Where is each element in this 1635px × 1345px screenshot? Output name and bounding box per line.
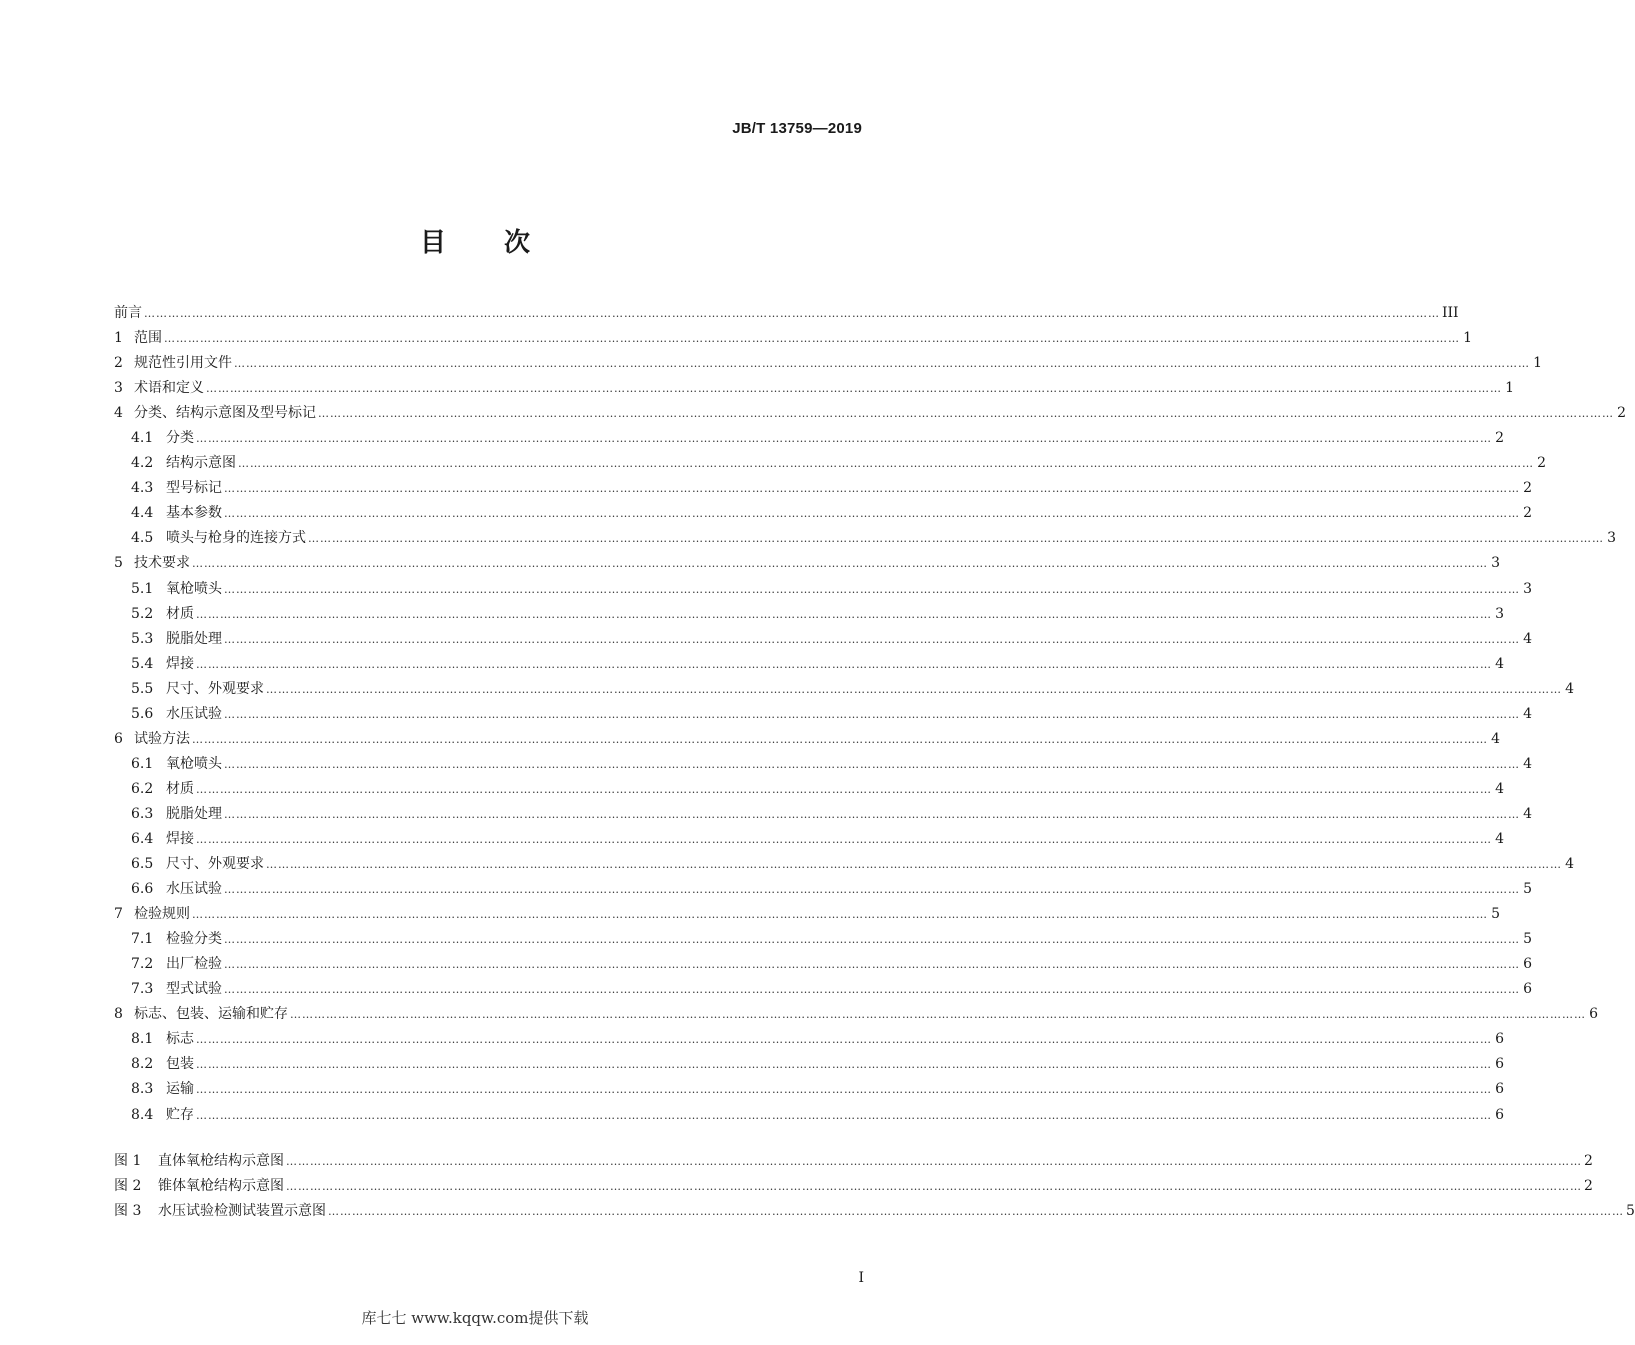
toc-entry[interactable] [114, 902, 1500, 927]
toc-entry-title: 氧枪喷头 [166, 755, 222, 772]
toc-entry[interactable] [114, 351, 1542, 376]
toc-entry-number: 6.4 [131, 830, 154, 847]
toc-entry-number: 4 [114, 405, 123, 422]
toc-entry[interactable] [114, 1027, 1504, 1052]
toc-leader-dots: ……………………………………………………………………………………………………………………………………………………………………………………………………………………………………………………………………………………………… [196, 1033, 1492, 1047]
toc-entry-title: 分类 [166, 430, 194, 447]
figure-entry[interactable] [114, 1199, 1635, 1224]
toc-leader-dots: ……………………………………………………………………………………………………………………………………………………………………………………………………………………………………………………………………………………………… [224, 707, 1520, 721]
toc-leader-dots: ……………………………………………………………………………………………………………………………………………………………………………………………………………………………………………………………………………………………… [318, 407, 1614, 421]
toc-leader-dots: ……………………………………………………………………………………………………………………………………………………………………………………………………………………………………………………………………………………………… [266, 682, 1562, 696]
toc-entry-title: 水压试验 [166, 705, 222, 722]
toc-entry-page: 2 [1523, 480, 1532, 497]
toc-entry-number: 5.6 [131, 705, 154, 722]
toc-entry-title: 型号标记 [166, 480, 222, 497]
toc-leader-dots: ……………………………………………………………………………………………………………………………………………………………………………………………………………………………………………………………………………………………… [234, 357, 1530, 371]
toc-entry[interactable] [114, 476, 1532, 501]
toc-entry-title: 焊接 [166, 830, 194, 847]
toc-entry-page: 4 [1491, 730, 1500, 747]
toc-entry-title: 范围 [134, 330, 162, 347]
toc-entry-title: 型式试验 [166, 981, 222, 998]
toc-entry-number: 6.2 [131, 780, 154, 797]
toc-entry-page: 6 [1495, 1106, 1504, 1123]
toc-entry[interactable] [114, 702, 1532, 727]
toc-entry-title: 标志、包装、运输和贮存 [134, 1006, 288, 1023]
toc-entry-number: 5.2 [131, 605, 154, 622]
toc-entry-page: 4 [1523, 630, 1532, 647]
figure-leader-dots: ……………………………………………………………………………………………………………………………………………………………………………………………………………………………………………………………………………………………… [286, 1155, 1582, 1168]
toc-entry[interactable] [114, 451, 1546, 476]
toc-entry-page: 2 [1523, 505, 1532, 522]
toc-entry-title: 分类、结构示意图及型号标记 [134, 405, 316, 422]
figure-entry-page: 5 [1626, 1203, 1635, 1220]
toc-entry-number: 4.3 [131, 480, 154, 497]
toc-entry-title: 尺寸、外观要求 [166, 856, 264, 873]
toc-entry-number: 4.2 [131, 455, 154, 472]
toc-leader-dots: ……………………………………………………………………………………………………………………………………………………………………………………………………………………………………………………………………………………………… [224, 807, 1520, 821]
toc-entry-title: 脱脂处理 [166, 630, 222, 647]
toc-entry[interactable] [114, 1077, 1504, 1102]
toc-entry[interactable] [114, 877, 1532, 902]
figure-entry-title: 直体氧枪结构示意图 [158, 1153, 284, 1169]
toc-entry-title: 运输 [166, 1081, 194, 1098]
toc-entry[interactable] [114, 977, 1532, 1002]
toc-entry-page: 6 [1589, 1006, 1598, 1023]
toc-leader-dots: ……………………………………………………………………………………………………………………………………………………………………………………………………………………………………………………………………………………………… [224, 632, 1520, 646]
toc-entry-title: 基本参数 [166, 505, 222, 522]
toc-entry-page: 5 [1523, 931, 1532, 948]
toc-entry-page: 4 [1565, 856, 1574, 873]
toc-entry-number: 5.5 [131, 680, 154, 697]
toc-entry-title: 氧枪喷头 [166, 580, 222, 597]
toc-entry-page: 4 [1495, 830, 1504, 847]
toc-entry-title: 前言 [114, 305, 142, 321]
toc-entry-title: 脱脂处理 [166, 805, 222, 822]
toc-entry-title: 贮存 [166, 1106, 194, 1123]
toc-entry[interactable] [114, 952, 1532, 977]
toc-entry-page: 6 [1495, 1081, 1504, 1098]
toc-entry[interactable] [114, 802, 1532, 827]
toc-entry-title: 尺寸、外观要求 [166, 680, 264, 697]
toc-entry-number: 6 [114, 730, 123, 747]
toc-entry-number: 3 [114, 380, 123, 397]
toc-entry-page: 3 [1495, 605, 1504, 622]
toc-leader-dots: ……………………………………………………………………………………………………………………………………………………………………………………………………………………………………………………………………………………………… [196, 607, 1492, 621]
toc-entry-number: 7 [114, 906, 123, 923]
toc-leader-dots: ……………………………………………………………………………………………………………………………………………………………………………………………………………………………………………………………………………………………… [192, 732, 1488, 746]
toc-entry-title: 规范性引用文件 [134, 355, 232, 372]
toc-entry-number: 8.1 [131, 1031, 154, 1048]
figure-entry-number: 图 2 [114, 1178, 142, 1195]
toc-entry-page: 1 [1505, 380, 1514, 397]
toc-leader-dots: ……………………………………………………………………………………………………………………………………………………………………………………………………………………………………………………………………………………………… [196, 782, 1492, 796]
toc-entry-title: 包装 [166, 1056, 194, 1073]
toc-entry[interactable] [114, 727, 1500, 752]
toc-entry-page: 4 [1495, 655, 1504, 672]
toc-entry-title: 材质 [166, 780, 194, 797]
toc-entry[interactable] [114, 602, 1504, 627]
toc-entry-number: 6.1 [131, 755, 154, 772]
toc-entry-page: 2 [1617, 405, 1626, 422]
toc-entry[interactable] [114, 401, 1626, 426]
toc-entry-page: 5 [1523, 881, 1532, 898]
toc-leader-dots: ……………………………………………………………………………………………………………………………………………………………………………………………………………………………………………………………………………………………… [196, 832, 1492, 846]
toc-entry-number: 8.2 [131, 1056, 154, 1073]
toc-entry[interactable] [114, 777, 1504, 802]
page-title [0, 222, 950, 259]
toc-leader-dots: ……………………………………………………………………………………………………………………………………………………………………………………………………………………………………………………………………………………………… [224, 983, 1520, 997]
toc-entry-page: 6 [1495, 1056, 1504, 1073]
toc-entry[interactable] [114, 526, 1616, 551]
toc-entry-number: 5.3 [131, 630, 154, 647]
download-footer: 库七七 www.kqqw.com提供下载 [361, 1309, 589, 1327]
toc-leader-dots: ……………………………………………………………………………………………………………………………………………………………………………………………………………………………………………………………………………………………… [144, 307, 1440, 320]
toc-leader-dots: ……………………………………………………………………………………………………………………………………………………………………………………………………………………………………………………………………………………………… [196, 657, 1492, 671]
toc-entry-page: 3 [1607, 530, 1616, 547]
toc-leader-dots: ……………………………………………………………………………………………………………………………………………………………………………………………………………………………………………………………………………………………… [224, 582, 1520, 596]
toc-entry[interactable] [114, 426, 1504, 451]
toc-entry-number: 4.5 [131, 530, 154, 547]
toc-leader-dots: ……………………………………………………………………………………………………………………………………………………………………………………………………………………………………………………………………………………………… [224, 757, 1520, 771]
toc-entry-page: 3 [1491, 555, 1500, 572]
toc-leader-dots: ……………………………………………………………………………………………………………………………………………………………………………………………………………………………………………………………………………………………… [206, 382, 1502, 396]
toc-leader-dots: ……………………………………………………………………………………………………………………………………………………………………………………………………………………………………………………………………………………………… [266, 858, 1562, 872]
toc-entry[interactable] [114, 376, 1514, 401]
title-part-2: 次 [504, 228, 531, 258]
toc-entry-page: 4 [1523, 755, 1532, 772]
toc-leader-dots: ……………………………………………………………………………………………………………………………………………………………………………………………………………………………………………………………………………………………… [196, 1058, 1492, 1072]
figure-entry-page: 2 [1584, 1153, 1593, 1169]
figure-entry-title: 锥体氧枪结构示意图 [158, 1178, 284, 1195]
toc-entry-page: 4 [1523, 705, 1532, 722]
toc-entry-page: 3 [1523, 580, 1532, 597]
toc-entry[interactable] [114, 677, 1574, 702]
toc-entry-number: 6.3 [131, 805, 154, 822]
figure-list [114, 1149, 1635, 1224]
toc-entry-title: 水压试验 [166, 881, 222, 898]
toc-entry-page: 4 [1495, 780, 1504, 797]
toc-entry-number: 7.1 [131, 931, 154, 948]
toc-entry-title: 标志 [166, 1031, 194, 1048]
toc-entry[interactable] [114, 752, 1532, 777]
toc-entry-number: 7.3 [131, 981, 154, 998]
toc-entry-number: 5 [114, 555, 123, 572]
toc-entry-page: 6 [1523, 981, 1532, 998]
toc-entry-page: 5 [1491, 906, 1500, 923]
toc-entry-title: 试验方法 [134, 730, 190, 747]
toc-entry-title: 检验分类 [166, 931, 222, 948]
toc-entry-number: 4.1 [131, 430, 154, 447]
figure-leader-dots: ……………………………………………………………………………………………………………………………………………………………………………………………………………………………………………………………………………………………… [286, 1180, 1582, 1194]
figure-leader-dots: ……………………………………………………………………………………………………………………………………………………………………………………………………………………………………………………………………………………………… [328, 1205, 1624, 1219]
toc-entry-number: 8 [114, 1006, 123, 1023]
toc-entry-number: 7.2 [131, 956, 154, 973]
figure-entry-page: 2 [1584, 1178, 1593, 1195]
figure-entry[interactable] [114, 1174, 1593, 1199]
toc-entry-number: 5.4 [131, 655, 154, 672]
toc-entry[interactable] [114, 301, 1459, 326]
figure-entry[interactable] [114, 1149, 1593, 1174]
toc-entry-title: 结构示意图 [166, 455, 236, 472]
page-number: I [858, 1270, 864, 1286]
toc-entry-page: 6 [1495, 1031, 1504, 1048]
table-of-contents [114, 301, 1626, 1128]
toc-entry-number: 6.6 [131, 881, 154, 898]
toc-leader-dots: ……………………………………………………………………………………………………………………………………………………………………………………………………………………………………………………………………………………………… [238, 457, 1534, 471]
toc-entry-number: 8.3 [131, 1081, 154, 1098]
toc-entry[interactable] [114, 577, 1532, 602]
toc-leader-dots: ……………………………………………………………………………………………………………………………………………………………………………………………………………………………………………………………………………………………… [224, 958, 1520, 972]
toc-entry-page: 6 [1523, 956, 1532, 973]
toc-entry-title: 技术要求 [134, 555, 190, 572]
toc-entry-page: 1 [1463, 330, 1472, 347]
toc-entry[interactable] [114, 1052, 1504, 1077]
toc-leader-dots: ……………………………………………………………………………………………………………………………………………………………………………………………………………………………………………………………………………………………… [290, 1008, 1586, 1022]
toc-entry-number: 6.5 [131, 856, 154, 873]
toc-entry-title: 出厂检验 [166, 956, 222, 973]
toc-entry-page: 2 [1537, 455, 1546, 472]
toc-entry[interactable] [114, 1103, 1504, 1128]
toc-entry-number: 1 [114, 330, 123, 347]
toc-entry[interactable] [114, 852, 1574, 877]
toc-entry[interactable] [114, 501, 1532, 526]
toc-entry-number: 8.4 [131, 1106, 154, 1123]
toc-leader-dots: ……………………………………………………………………………………………………………………………………………………………………………………………………………………………………………………………………………………………… [308, 532, 1604, 546]
toc-entry-page: III [1442, 305, 1459, 321]
toc-entry[interactable] [114, 551, 1500, 576]
toc-entry-title: 材质 [166, 605, 194, 622]
toc-entry-number: 5.1 [131, 580, 154, 597]
toc-leader-dots: ……………………………………………………………………………………………………………………………………………………………………………………………………………………………………………………………………………………………… [196, 1108, 1492, 1122]
document-code: JB/T 13759—2019 [732, 120, 862, 137]
toc-entry-number: 2 [114, 355, 123, 372]
toc-entry-title: 喷头与枪身的连接方式 [166, 530, 306, 547]
toc-leader-dots: ……………………………………………………………………………………………………………………………………………………………………………………………………………………………………………………………………………………………… [224, 482, 1520, 496]
figure-entry-title: 水压试验检测试装置示意图 [158, 1203, 326, 1220]
toc-leader-dots: ……………………………………………………………………………………………………………………………………………………………………………………………………………………………………………………………………………………………… [224, 933, 1520, 947]
toc-leader-dots: ……………………………………………………………………………………………………………………………………………………………………………………………………………………………………………………………………………………………… [224, 883, 1520, 897]
toc-entry[interactable] [114, 652, 1504, 677]
toc-leader-dots: ……………………………………………………………………………………………………………………………………………………………………………………………………………………………………………………………………………………………… [192, 557, 1488, 571]
title-part-1: 目 [419, 228, 446, 258]
toc-entry-number: 4.4 [131, 505, 154, 522]
toc-entry-title: 焊接 [166, 655, 194, 672]
toc-leader-dots: ……………………………………………………………………………………………………………………………………………………………………………………………………………………………………………………………………………………………… [164, 332, 1460, 346]
toc-entry-page: 1 [1533, 355, 1542, 372]
toc-entry[interactable] [114, 1002, 1598, 1027]
figure-entry-number: 图 1 [114, 1153, 142, 1169]
toc-entry[interactable] [114, 827, 1504, 852]
toc-entry-page: 4 [1565, 680, 1574, 697]
toc-entry[interactable] [114, 627, 1532, 652]
toc-entry[interactable] [114, 326, 1472, 351]
toc-entry[interactable] [114, 927, 1532, 952]
figure-entry-number: 图 3 [114, 1203, 142, 1220]
toc-entry-page: 2 [1495, 430, 1504, 447]
toc-entry-page: 4 [1523, 805, 1532, 822]
toc-leader-dots: ……………………………………………………………………………………………………………………………………………………………………………………………………………………………………………………………………………………………… [196, 432, 1492, 446]
toc-leader-dots: ……………………………………………………………………………………………………………………………………………………………………………………………………………………………………………………………………………………………… [192, 908, 1488, 922]
toc-entry-title: 检验规则 [134, 906, 190, 923]
toc-entry-title: 术语和定义 [134, 380, 204, 397]
toc-leader-dots: ……………………………………………………………………………………………………………………………………………………………………………………………………………………………………………………………………………………………… [224, 507, 1520, 521]
toc-leader-dots: ……………………………………………………………………………………………………………………………………………………………………………………………………………………………………………………………………………………………… [196, 1083, 1492, 1097]
